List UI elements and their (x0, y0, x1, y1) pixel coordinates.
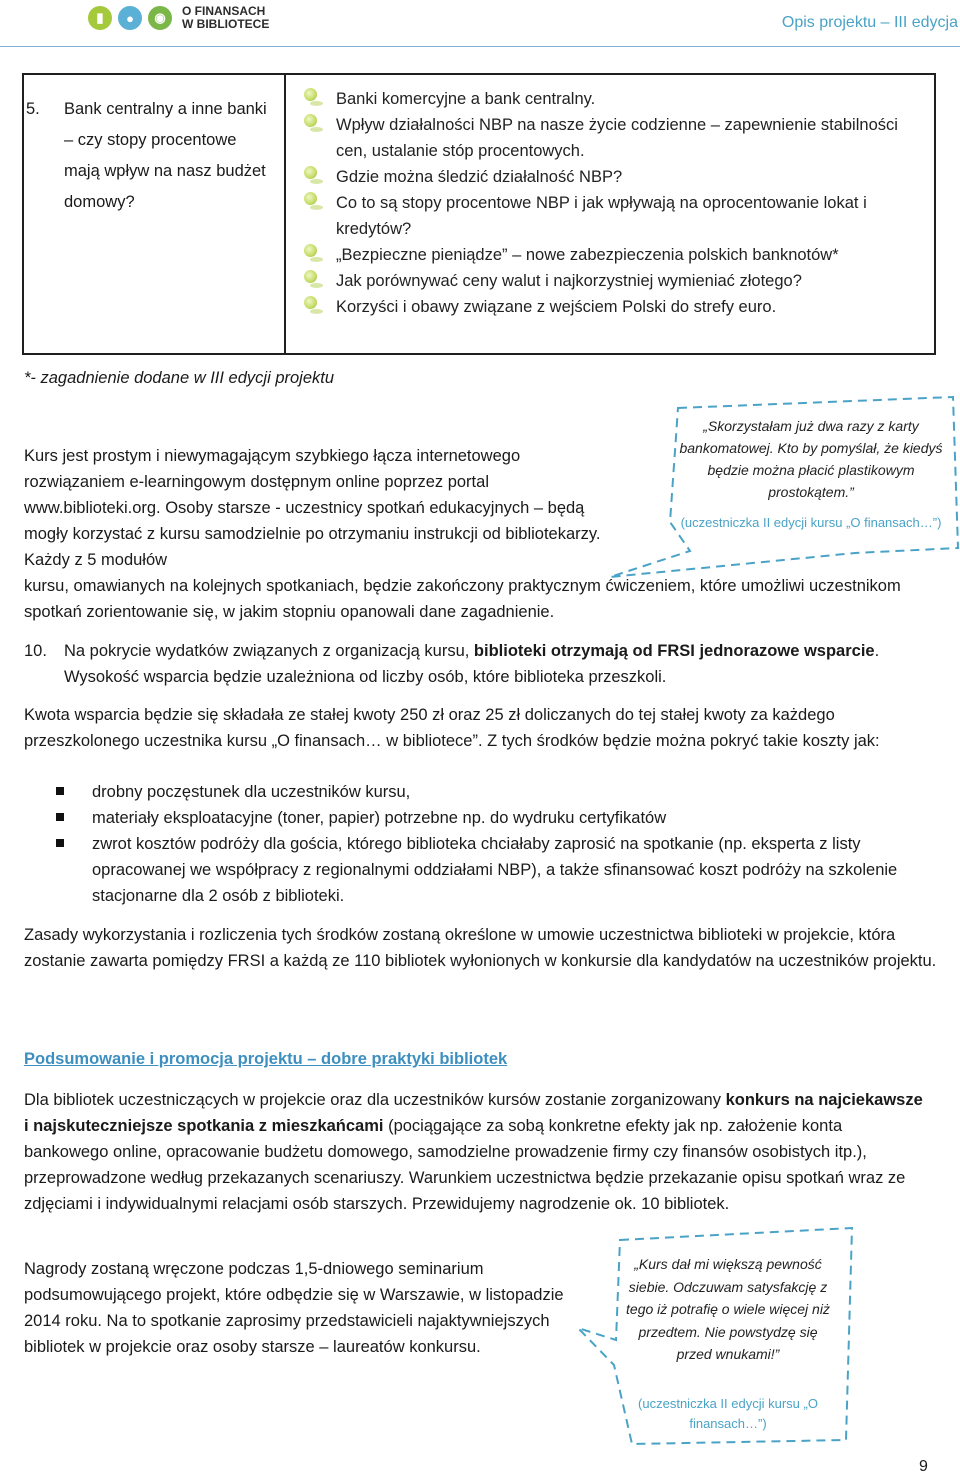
summary-lead: Dla bibliotek uczestniczących w projekcie oraz dla uczestników kursów zostanie zorganizowany (24, 1091, 726, 1109)
logo-line-2: W BIBLIOTECE (182, 17, 270, 31)
rules-paragraph: Zasady wykorzystania i rozliczenia tych środków zostaną określone w umowie uczestnictwa biblioteki w projekcie, która zostanie zawarta pomiędzy FRSI a każdą ze 110 bibliotek wyłonionych w konkursie dla kandydatów na uczestników projektu. (24, 926, 937, 970)
testimonial-attribution-1: (uczestniczka II edycji kursu „O finansach…”) (680, 515, 942, 530)
square-bullet-icon (56, 813, 64, 821)
summary-bold: konkurs na najciekawsze i najskuteczniejsze spotkania z mieszkańcami (24, 1091, 923, 1135)
cost-item (56, 831, 926, 909)
row-topic: Bank centralny a inne banki – czy stopy procentowe mają wpływ na nasz budżet domowy? (64, 100, 267, 211)
cost-item (56, 779, 926, 805)
topic-text: Banki komercyjne a bank centralny. (336, 90, 596, 108)
testimonial-quote-2: „Kurs dał mi większą pewność siebie. Odczuwam satysfakcję z tego iż potrafię o wiele więcej niż przedtem. Nie powstydzę się przed wnukami!” (626, 1256, 830, 1362)
coin-icon: ◉ (148, 6, 172, 30)
testimonial-quote-1: „Skorzystałam już dwa razy z karty bankomatowej. Kto by pomyślał, że kiedyś będzie można płacić plastikowym prostokątem.” (679, 418, 943, 500)
square-bullet-icon (56, 839, 64, 847)
row-number: 5. (26, 100, 40, 118)
support-paragraph: Kwota wsparcia będzie się składała ze stałej kwoty 250 zł oraz 25 zł doliczanych do tej stałej kwoty za każdego przeszkolonego uczestnika kursu „O finansach… w bibliotece”. Z tych środków będzie można pokryć takie koszty jak: (24, 706, 880, 750)
summary-paragraph (24, 1087, 924, 1217)
item-10-text (64, 638, 944, 690)
course-paragraph-part-1: Kurs jest prostym i niewymagającym szybkiego łącza internetowego rozwiązaniem e-learningowym dostępnym online poprzez portal www.biblioteki.org. Osoby starsze - uczestnicy spotkań edukacyjnych – będą mogły korzystać z kursu samodzielnie po otrzymaniu instrukcji od bibliotekarzy. Każdy z 5 modułów (24, 447, 601, 569)
page-number: 9 (919, 1458, 928, 1475)
summary-rest: (pociągające za sobą konkretne efekty jak np. założenie konta bankowego online, opracowanie budżetu domowego, samodzielne prowadzenie firmy czy finansów osobistych itp.), przeprowadzone według przekazanych scenariuszy. Warunkiem uczestnictwa będzie przekazanie opisu spotkań wraz ze zdjęciami i indywidualnymi relacjami osób starszych. Przewidujemy nagrodzenie ok. 10 bibliotek. (24, 1117, 906, 1213)
testimonial-attribution-2: (uczestniczka II edycji kursu „O finansach…”) (638, 1396, 818, 1431)
logo-line-1: O FINANSACH (182, 4, 266, 18)
topic-text: Jak porównywać ceny walut i najkorzystniej wymieniać złotego? (336, 272, 802, 290)
section-heading: Podsumowanie i promocja projektu – dobre praktyki bibliotek (24, 1050, 508, 1068)
cost-text: materiały eksploatacyjne (toner, papier) potrzebne np. do wydruku certyfikatów (92, 809, 667, 827)
topic-text: Wpływ działalności NBP na nasze życie codzienne – zapewnienie stabilności cen, ustalanie stóp procentowych. (336, 116, 898, 160)
topic-text: Co to są stopy procentowe NBP i jak wpływają na oprocentowanie lokat i kredytów? (336, 194, 867, 238)
topic-text: „Bezpieczne pieniądze” – nowe zabezpieczenia polskich banknotów* (336, 246, 839, 264)
cost-text: zwrot kosztów podróży dla gościa, którego biblioteka chciałaby zaprosić na spotkanie (np. eksperta z listy opracowanej we współpracy z regionalnymi oddziałami NBP), a także sfinansować koszt podróży na szkolenie stacjonarne dla 2 osób z biblioteki. (92, 835, 898, 905)
topic-text: Gdzie można śledzić działalność NBP? (336, 168, 623, 186)
cost-text: drobny poczęstunek dla uczestników kursu, (92, 783, 411, 801)
cost-item (56, 805, 926, 831)
item-10-number: 10. (24, 642, 47, 660)
item-10-lead: Na pokrycie wydatków związanych z organizacją kursu, (64, 642, 474, 660)
topic-text: Korzyści i obawy związane z wejściem Polski do strefy euro. (336, 298, 777, 316)
piggy-bank-icon: ● (118, 6, 142, 30)
footnote: *- zagadnienie dodane w III edycji projektu (24, 369, 335, 387)
cost-list (56, 779, 926, 909)
square-bullet-icon (56, 787, 64, 795)
item-10-rest: . Wysokość wsparcia będzie uzależniona od liczby osób, które biblioteka przeszkoli. (64, 642, 880, 686)
document-title: Opis projektu – III edycja (781, 14, 958, 31)
item-10-bold: biblioteki otrzymają od FRSI jednorazowe wsparcie (473, 642, 875, 660)
book-icon: ▮ (88, 6, 112, 30)
course-paragraph-part-2: kursu, omawianych na kolejnych spotkaniach, będzie zakończony praktycznym ćwiczeniem, które umożliwi uczestnikom spotkań zorientowanie się, w jakim stopniu opanowali dane zagadnienie. (24, 577, 901, 621)
awards-paragraph: Nagrody zostaną wręczone podczas 1,5-dniowego seminarium podsumowującego projekt, które odbędzie się w Warszawie, w listopadzie 2014 roku. Na to spotkanie zaprosimy przedstawicieli najaktywniejszych bibliotek w projekcie oraz osoby starsze – laureatów konkursu. (24, 1260, 564, 1356)
